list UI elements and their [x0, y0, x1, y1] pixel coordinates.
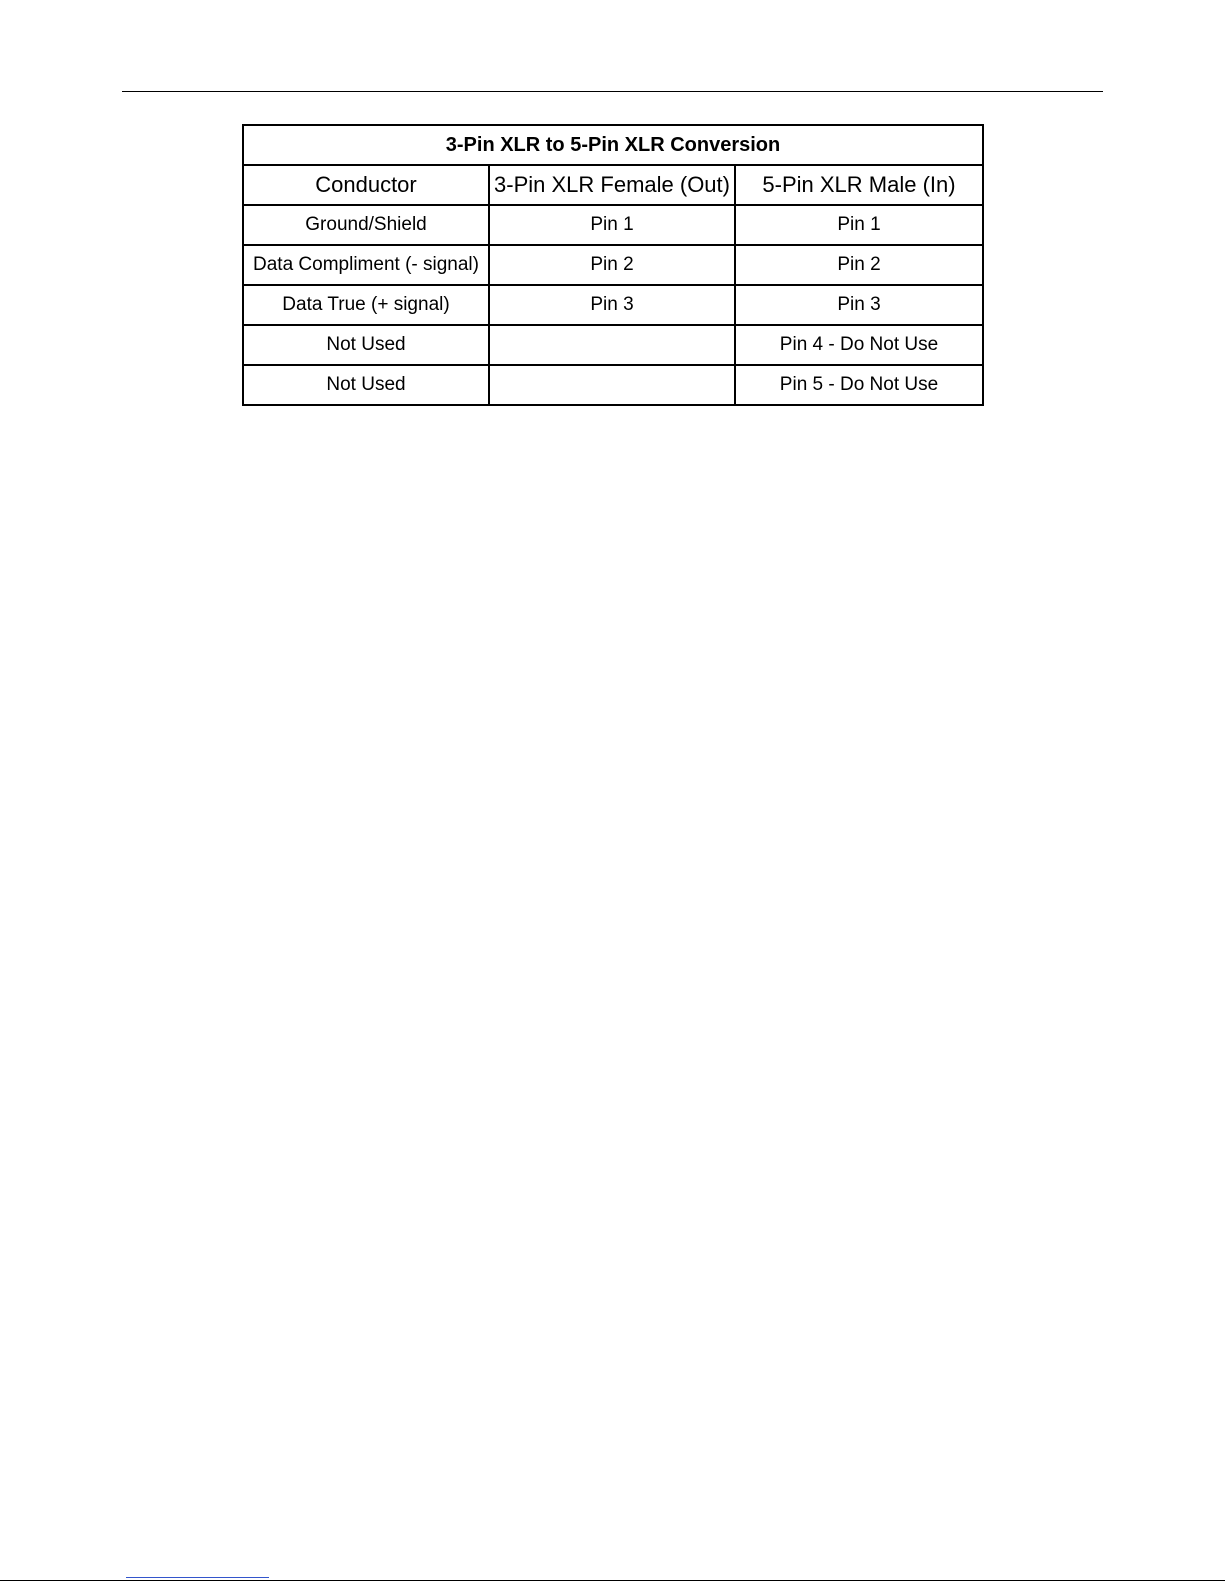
header-rule	[122, 91, 1103, 92]
table-row	[243, 285, 983, 325]
table-title-row	[243, 125, 983, 165]
column-header-conductor: Conductor	[243, 165, 489, 205]
conductor-cell: Not Used	[243, 325, 489, 365]
5pin-cell: Pin 2	[735, 245, 983, 285]
table-row	[243, 245, 983, 285]
table-header-row	[243, 165, 983, 205]
conductor-cell: Data Compliment (- signal)	[243, 245, 489, 285]
3pin-cell: Pin 1	[489, 205, 735, 245]
3pin-cell	[489, 325, 735, 365]
table-row	[243, 325, 983, 365]
5pin-cell: Pin 3	[735, 285, 983, 325]
table-title: 3-Pin XLR to 5-Pin XLR Conversion	[243, 125, 983, 165]
conductor-cell: Not Used	[243, 365, 489, 405]
footer-rule	[0, 1580, 1225, 1581]
5pin-cell: Pin 5 - Do Not Use	[735, 365, 983, 405]
table-row	[243, 205, 983, 245]
xlr-conversion-table	[242, 124, 984, 406]
5pin-cell: Pin 1	[735, 205, 983, 245]
column-header-5pin-male: 5-Pin XLR Male (In)	[735, 165, 983, 205]
5pin-cell: Pin 4 - Do Not Use	[735, 325, 983, 365]
3pin-cell: Pin 3	[489, 285, 735, 325]
conductor-cell: Ground/Shield	[243, 205, 489, 245]
table-row	[243, 365, 983, 405]
3pin-cell: Pin 2	[489, 245, 735, 285]
column-header-3pin-female: 3-Pin XLR Female (Out)	[489, 165, 735, 205]
3pin-cell	[489, 365, 735, 405]
footer-link-underline	[126, 1577, 269, 1578]
conductor-cell: Data True (+ signal)	[243, 285, 489, 325]
